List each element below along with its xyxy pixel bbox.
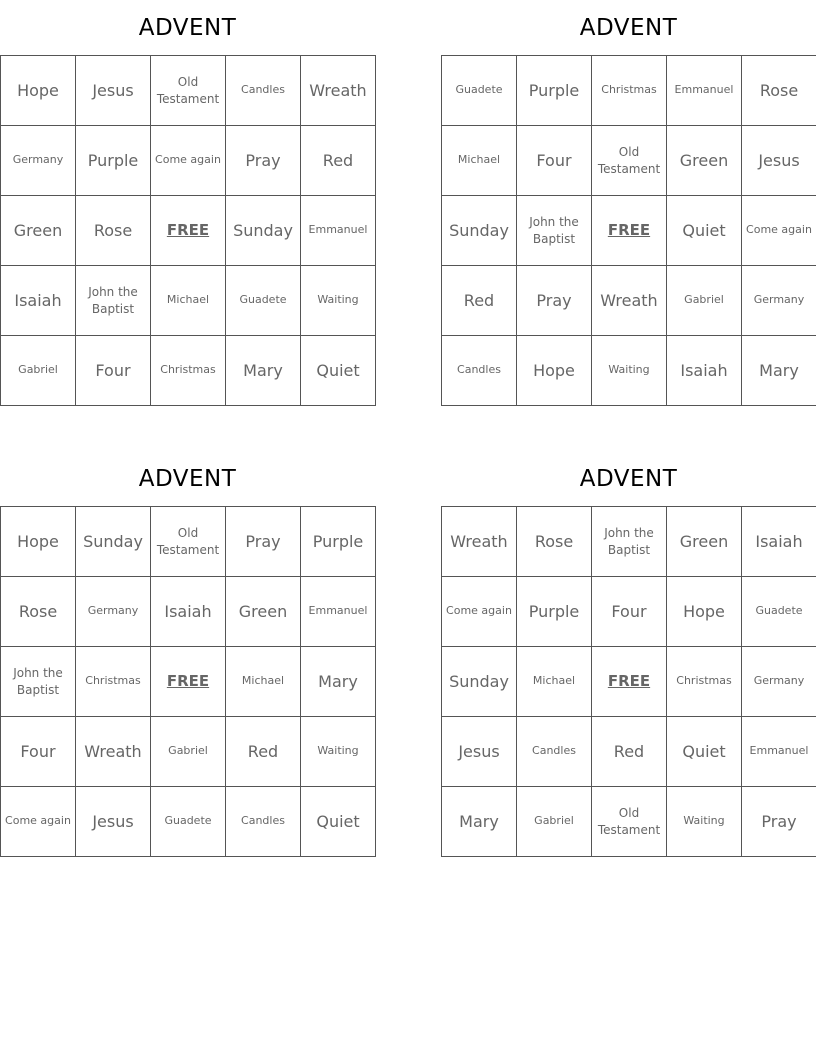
- bingo-cell: Mary: [742, 336, 816, 406]
- bingo-cell: Red: [226, 717, 301, 787]
- bingo-cell: Old Testament: [592, 787, 667, 857]
- bingo-cell: Mary: [226, 336, 301, 406]
- bingo-cell: Come again: [442, 577, 517, 647]
- card-title: ADVENT: [579, 466, 678, 492]
- bingo-cell: Waiting: [592, 336, 667, 406]
- bingo-cell: Purple: [301, 507, 376, 577]
- bingo-cell: Christmas: [151, 336, 226, 406]
- bingo-cell: Germany: [76, 577, 151, 647]
- bingo-cell: Rose: [742, 56, 816, 126]
- bingo-cell: Come again: [151, 126, 226, 196]
- bingo-cell: Pray: [517, 266, 592, 336]
- bingo-cell: Michael: [151, 266, 226, 336]
- bingo-cell: Rose: [1, 577, 76, 647]
- bingo-cell: Jesus: [76, 787, 151, 857]
- bingo-cell: John the Baptist: [517, 196, 592, 266]
- bingo-cell: Guadete: [442, 56, 517, 126]
- bingo-cell: Wreath: [592, 266, 667, 336]
- bingo-cell: Red: [592, 717, 667, 787]
- bingo-cell: Four: [1, 717, 76, 787]
- bingo-cell: Gabriel: [517, 787, 592, 857]
- bingo-cell: Quiet: [667, 717, 742, 787]
- bingo-cell: Old Testament: [151, 507, 226, 577]
- bingo-cell: Pray: [226, 126, 301, 196]
- bingo-cell: Quiet: [301, 336, 376, 406]
- bingo-cell: Wreath: [301, 56, 376, 126]
- bingo-cell: Wreath: [76, 717, 151, 787]
- bingo-cell: Purple: [76, 126, 151, 196]
- bingo-cell: Hope: [517, 336, 592, 406]
- bingo-card-1: [0, 0, 375, 406]
- bingo-cell: Rose: [76, 196, 151, 266]
- bingo-cell: Michael: [517, 647, 592, 717]
- bingo-cell: Christmas: [667, 647, 742, 717]
- bingo-card-2: [441, 0, 816, 406]
- bingo-cell: Isaiah: [742, 507, 816, 577]
- bingo-grid: [0, 506, 376, 857]
- bingo-cell: Old Testament: [151, 56, 226, 126]
- card-title: ADVENT: [138, 466, 237, 492]
- card-title: ADVENT: [138, 15, 237, 41]
- bingo-cell: Purple: [517, 56, 592, 126]
- bingo-cell: Christmas: [76, 647, 151, 717]
- bingo-cell: Mary: [301, 647, 376, 717]
- bingo-cell: Waiting: [301, 717, 376, 787]
- bingo-cell: John the Baptist: [592, 507, 667, 577]
- bingo-cell: Pray: [226, 507, 301, 577]
- bingo-cell: Gabriel: [1, 336, 76, 406]
- bingo-cell: Isaiah: [667, 336, 742, 406]
- bingo-cell: Red: [442, 266, 517, 336]
- bingo-grid: [441, 506, 816, 857]
- bingo-cell: Candles: [226, 787, 301, 857]
- free-space-cell: FREE: [592, 647, 667, 717]
- bingo-cell: Old Testament: [592, 126, 667, 196]
- bingo-cell: Germany: [742, 647, 816, 717]
- bingo-cell: Jesus: [76, 56, 151, 126]
- bingo-cell: Four: [592, 577, 667, 647]
- bingo-card-3: [0, 451, 375, 857]
- bingo-cell: Quiet: [301, 787, 376, 857]
- bingo-cell: Isaiah: [151, 577, 226, 647]
- bingo-cell: Four: [76, 336, 151, 406]
- bingo-cell: Red: [301, 126, 376, 196]
- bingo-cell: Candles: [517, 717, 592, 787]
- bingo-cell: Michael: [226, 647, 301, 717]
- bingo-cell: Sunday: [76, 507, 151, 577]
- bingo-cell: Four: [517, 126, 592, 196]
- bingo-cell: Hope: [1, 56, 76, 126]
- bingo-cell: Germany: [742, 266, 816, 336]
- bingo-cell: Jesus: [442, 717, 517, 787]
- bingo-cell: Hope: [667, 577, 742, 647]
- bingo-cell: Green: [667, 126, 742, 196]
- free-space-cell: FREE: [151, 647, 226, 717]
- bingo-cell: Christmas: [592, 56, 667, 126]
- bingo-cell: Pray: [742, 787, 816, 857]
- bingo-card-4: [441, 451, 816, 857]
- bingo-cell: Purple: [517, 577, 592, 647]
- bingo-cell: Green: [667, 507, 742, 577]
- bingo-cell: Gabriel: [667, 266, 742, 336]
- bingo-cell: Waiting: [301, 266, 376, 336]
- bingo-cell: Emmanuel: [667, 56, 742, 126]
- bingo-cell: Sunday: [442, 647, 517, 717]
- bingo-cell: Emmanuel: [742, 717, 816, 787]
- bingo-cell: Candles: [226, 56, 301, 126]
- bingo-grid: [0, 55, 376, 406]
- free-space-cell: FREE: [592, 196, 667, 266]
- bingo-cell: Rose: [517, 507, 592, 577]
- free-space-cell: FREE: [151, 196, 226, 266]
- bingo-cell: Emmanuel: [301, 196, 376, 266]
- bingo-cell: Guadete: [151, 787, 226, 857]
- bingo-cell: Candles: [442, 336, 517, 406]
- bingo-cell: Germany: [1, 126, 76, 196]
- bingo-cell: John the Baptist: [1, 647, 76, 717]
- bingo-cell: Jesus: [742, 126, 816, 196]
- bingo-cell: Green: [226, 577, 301, 647]
- bingo-grid: [441, 55, 816, 406]
- bingo-cell: Gabriel: [151, 717, 226, 787]
- bingo-cell: Quiet: [667, 196, 742, 266]
- bingo-cell: John the Baptist: [76, 266, 151, 336]
- bingo-cell: Guadete: [742, 577, 816, 647]
- bingo-cell: Isaiah: [1, 266, 76, 336]
- bingo-cell: Sunday: [442, 196, 517, 266]
- bingo-cell: Green: [1, 196, 76, 266]
- bingo-cell: Hope: [1, 507, 76, 577]
- bingo-cell: Waiting: [667, 787, 742, 857]
- bingo-cell: Wreath: [442, 507, 517, 577]
- bingo-cell: Come again: [1, 787, 76, 857]
- bingo-cell: Emmanuel: [301, 577, 376, 647]
- card-title: ADVENT: [579, 15, 678, 41]
- bingo-cell: Mary: [442, 787, 517, 857]
- bingo-cell: Guadete: [226, 266, 301, 336]
- bingo-cell: Michael: [442, 126, 517, 196]
- bingo-cell: Sunday: [226, 196, 301, 266]
- bingo-cell: Come again: [742, 196, 816, 266]
